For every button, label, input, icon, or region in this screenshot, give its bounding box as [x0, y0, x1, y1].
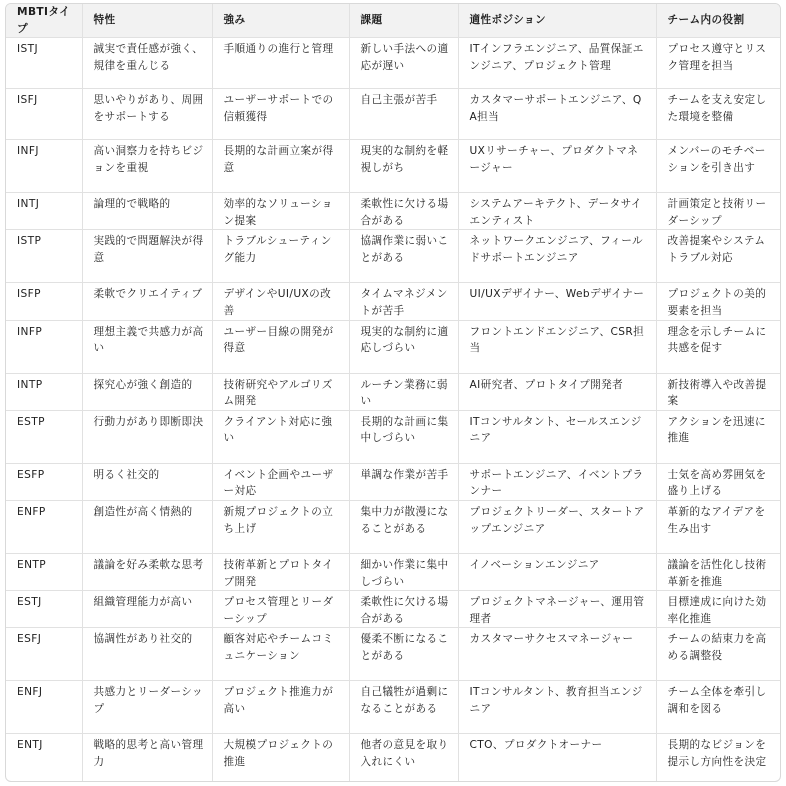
cell-traits: 明るく社交的	[82, 463, 212, 500]
cell-mbti-type: INTJ	[6, 193, 82, 230]
cell-mbti-type: ISFJ	[6, 89, 82, 140]
cell-challenges: 現実的な制約を軽視しがち	[349, 140, 458, 193]
cell-team-role: メンバーのモチベーションを引き出す	[656, 140, 780, 193]
table-row	[6, 230, 780, 283]
cell-mbti-type: ENFJ	[6, 681, 82, 734]
mbti-table	[6, 4, 780, 782]
header-suitable-positions: 適性ポジション	[458, 4, 656, 38]
cell-strengths: 大規模プロジェクトの推進	[212, 734, 349, 782]
cell-team-role: 計画策定と技術リーダーシップ	[656, 193, 780, 230]
cell-mbti-type: INFJ	[6, 140, 82, 193]
table-row	[6, 591, 780, 628]
cell-traits: 議論を好み柔軟な思考	[82, 553, 212, 590]
cell-suitable-positions: AI研究者、プロトタイプ開発者	[458, 373, 656, 410]
cell-suitable-positions: ITコンサルタント、セールスエンジニア	[458, 410, 656, 463]
cell-team-role: 改善提案やシステムトラブル対応	[656, 230, 780, 283]
cell-strengths: 長期的な計画立案が得意	[212, 140, 349, 193]
cell-strengths: 新規プロジェクトの立ち上げ	[212, 500, 349, 553]
header-challenges: 課題	[349, 4, 458, 38]
table-row	[6, 140, 780, 193]
cell-strengths: 顧客対応やチームコミュニケーション	[212, 628, 349, 681]
cell-suitable-positions: サポートエンジニア、イベントプランナー	[458, 463, 656, 500]
cell-suitable-positions: イノベーションエンジニア	[458, 553, 656, 590]
cell-strengths: プロセス管理とリーダーシップ	[212, 591, 349, 628]
cell-challenges: 集中力が散漫になることがある	[349, 500, 458, 553]
cell-suitable-positions: UI/UXデザイナー、Webデザイナー	[458, 283, 656, 320]
cell-traits: 柔軟でクリエイティブ	[82, 283, 212, 320]
cell-strengths: 技術研究やアルゴリズム開発	[212, 373, 349, 410]
table-row	[6, 410, 780, 463]
cell-strengths: クライアント対応に強い	[212, 410, 349, 463]
cell-suitable-positions: ネットワークエンジニア、フィールドサポートエンジニア	[458, 230, 656, 283]
cell-strengths: デザインやUI/UXの改善	[212, 283, 349, 320]
cell-traits: 協調性があり社交的	[82, 628, 212, 681]
cell-mbti-type: INFP	[6, 320, 82, 373]
table-row	[6, 734, 780, 782]
cell-traits: 誠実で責任感が強く、規律を重んじる	[82, 38, 212, 89]
cell-suitable-positions: システムアーキテクト、データサイエンティスト	[458, 193, 656, 230]
table-row	[6, 38, 780, 89]
cell-strengths: 効率的なソリューション提案	[212, 193, 349, 230]
header-mbti-type: MBTIタイプ	[6, 4, 82, 38]
cell-traits: 共感力とリーダーシップ	[82, 681, 212, 734]
cell-traits: 探究心が強く創造的	[82, 373, 212, 410]
cell-suitable-positions: カスタマーサポートエンジニア、QA担当	[458, 89, 656, 140]
cell-suitable-positions: フロントエンドエンジニア、CSR担当	[458, 320, 656, 373]
cell-mbti-type: ISTJ	[6, 38, 82, 89]
cell-challenges: 自己主張が苦手	[349, 89, 458, 140]
table-row	[6, 193, 780, 230]
cell-challenges: 協調作業に弱いことがある	[349, 230, 458, 283]
cell-strengths: 技術革新とプロトタイプ開発	[212, 553, 349, 590]
cell-mbti-type: ESTP	[6, 410, 82, 463]
cell-challenges: 他者の意見を取り入れにくい	[349, 734, 458, 782]
table-row	[6, 283, 780, 320]
cell-team-role: プロジェクトの美的要素を担当	[656, 283, 780, 320]
cell-team-role: 理念を示しチームに共感を促す	[656, 320, 780, 373]
cell-suitable-positions: プロジェクトマネージャー、運用管理者	[458, 591, 656, 628]
cell-traits: 創造性が高く情熱的	[82, 500, 212, 553]
cell-team-role: チームを支え安定した環境を整備	[656, 89, 780, 140]
cell-mbti-type: ENTP	[6, 553, 82, 590]
cell-suitable-positions: CTO、プロダクトオーナー	[458, 734, 656, 782]
cell-strengths: 手順通りの進行と管理	[212, 38, 349, 89]
table-row	[6, 89, 780, 140]
table-body	[6, 38, 780, 782]
cell-team-role: 長期的なビジョンを提示し方向性を決定	[667, 739, 767, 768]
cell-traits: 組織管理能力が高い	[82, 591, 212, 628]
cell-challenges: 柔軟性に欠ける場合がある	[349, 591, 458, 628]
cell-mbti-type: ISFP	[6, 283, 82, 320]
cell-traits: 理想主義で共感力が高い	[82, 320, 212, 373]
cell-team-role: 新技術導入や改善提案	[656, 373, 780, 410]
cell-mbti-type: ENFP	[6, 500, 82, 553]
table-row	[6, 373, 780, 410]
cell-mbti-type: ENTJ	[6, 734, 82, 782]
cell-team-role: 目標達成に向けた効率化推進	[656, 591, 780, 628]
cell-challenges: 細かい作業に集中しづらい	[349, 553, 458, 590]
table-row	[6, 320, 780, 373]
cell-team-role: 革新的なアイデアを生み出す	[656, 500, 780, 553]
cell-traits: 高い洞察力を持ちビジョンを重視	[82, 140, 212, 193]
cell-traits: 論理的で戦略的	[82, 193, 212, 230]
header-strengths: 強み	[212, 4, 349, 38]
cell-suitable-positions: ITコンサルタント、教育担当エンジニア	[458, 681, 656, 734]
cell-team-role: アクションを迅速に推進	[656, 410, 780, 463]
table-row	[6, 553, 780, 590]
cell-challenges: 自己犠牲が過剰になることがある	[349, 681, 458, 734]
mbti-table-container	[5, 3, 781, 782]
cell-team-role: チームの結束力を高める調整役	[656, 628, 780, 681]
table-row	[6, 463, 780, 500]
cell-mbti-type: ESFP	[6, 463, 82, 500]
cell-challenges: ルーチン業務に弱い	[349, 373, 458, 410]
cell-strengths: ユーザー目線の開発が得意	[212, 320, 349, 373]
cell-mbti-type: INTP	[6, 373, 82, 410]
cell-team-role: プロセス遵守とリスク管理を担当	[656, 38, 780, 89]
cell-challenges: 現実的な制約に適応しづらい	[349, 320, 458, 373]
header-team-role: チーム内の役割	[656, 4, 780, 38]
cell-traits: 戦略的思考と高い管理力	[82, 734, 212, 782]
header-traits: 特性	[82, 4, 212, 38]
cell-suitable-positions: プロジェクトリーダー、スタートアップエンジニア	[458, 500, 656, 553]
cell-mbti-type: ISTP	[6, 230, 82, 283]
cell-strengths: イベント企画やユーザー対応	[212, 463, 349, 500]
cell-challenges: 単調な作業が苦手	[349, 463, 458, 500]
cell-strengths: ユーザーサポートでの信頼獲得	[212, 89, 349, 140]
cell-traits: 思いやりがあり、周囲をサポートする	[82, 89, 212, 140]
cell-traits: 実践的で問題解決が得意	[82, 230, 212, 283]
cell-challenges: 柔軟性に欠ける場合がある	[349, 193, 458, 230]
cell-strengths: トラブルシューティング能力	[212, 230, 349, 283]
cell-team-role: 議論を活性化し技術革新を推進	[656, 553, 780, 590]
cell-challenges: 新しい手法への適応が遅い	[349, 38, 458, 89]
cell-mbti-type: ESTJ	[6, 591, 82, 628]
cell-team-role: 士気を高め雰囲気を盛り上げる	[656, 463, 780, 500]
cell-mbti-type: ESFJ	[6, 628, 82, 681]
cell-suitable-positions: ITインフラエンジニア、品質保証エンジニア、プロジェクト管理	[458, 38, 656, 89]
cell-challenges: 優柔不断になることがある	[349, 628, 458, 681]
cell-strengths: プロジェクト推進力が高い	[212, 681, 349, 734]
cell-suitable-positions: UXリサーチャー、プロダクトマネージャー	[458, 140, 656, 193]
cell-traits: 行動力があり即断即決	[82, 410, 212, 463]
cell-challenges: タイムマネジメントが苦手	[349, 283, 458, 320]
cell-challenges: 長期的な計画に集中しづらい	[349, 410, 458, 463]
table-header-row	[6, 4, 780, 38]
table-row	[6, 628, 780, 681]
table-row	[6, 500, 780, 553]
cell-suitable-positions: カスタマーサクセスマネージャー	[458, 628, 656, 681]
table-row	[6, 681, 780, 734]
cell-team-role: チーム全体を牽引し調和を図る	[656, 681, 780, 734]
